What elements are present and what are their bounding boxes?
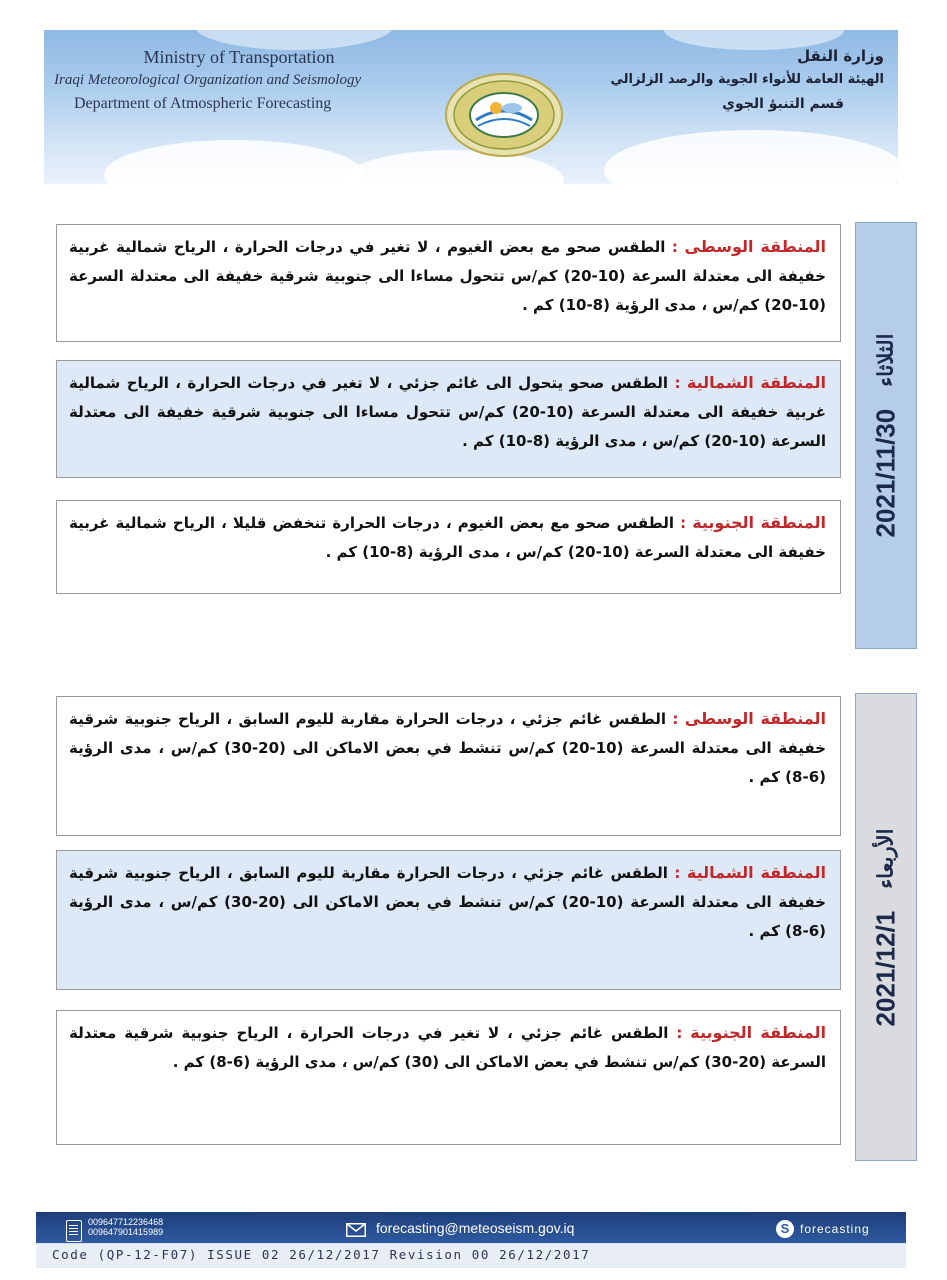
organization-name-ar: الهيئة العامة للأنواء الجوية والرصد الزلزالي <box>610 72 884 87</box>
ministry-name-ar: وزارة النقل <box>797 47 884 65</box>
forecast-text: الطقس غائم جزئي ، لا تغير في درجات الحرارة ، الرياح جنوبية شرقية معتدلة السرعة (20-30) كم/س تنشط في بعض الاماكن الى (30) كم/س ، مدى الرؤية (6-8) كم . <box>69 1024 826 1071</box>
day-2-southern-region-forecast: المنطقة الجنوبية : الطقس غائم جزئي ، لا تغير في درجات الحرارة ، الرياح جنوبية شرقية معتدلة السرعة (20-30) كم/س تنشط في بعض الاماكن الى (30) كم/س ، مدى الرؤية (6-8) كم . <box>56 1010 841 1145</box>
day-1-date: 2021/11/30 <box>870 408 901 538</box>
document-code-line: Code (QP-12-F07) ISSUE 02 26/12/2017 Revision 00 26/12/2017 <box>52 1247 591 1262</box>
day-1-weekday: الثلاثاء <box>874 333 898 387</box>
email-address[interactable]: forecasting@meteoseism.gov.iq <box>376 1220 575 1236</box>
day-1-central-region-forecast: المنطقة الوسطى : الطقس صحو مع بعض الغيوم ، لا تغير في درجات الحرارة ، الرياح شمالية غربية خفيفة الى معتدلة السرعة (10-20) كم/س تتحول مساءا الى جنوبية شرقية خفيفة الى معتدلة السرعة (10-20) كم/س ، مدى الرؤية (8-10) كم . <box>56 224 841 342</box>
organization-seal-icon <box>444 72 564 158</box>
phone-icon <box>66 1220 82 1242</box>
arabic-letterhead <box>584 44 884 116</box>
letterhead-banner <box>44 30 898 184</box>
contact-footer <box>36 1212 906 1268</box>
organization-name-en: Iraqi Meteorological Organization and Seismology <box>54 72 362 88</box>
day-1-date-bar <box>855 222 917 649</box>
region-name: المنطقة الوسطى <box>684 709 826 728</box>
day-2-date-bar <box>855 693 917 1161</box>
department-name-en: Department of Atmospheric Forecasting <box>74 95 332 112</box>
forecast-text: الطقس غائم جزئي ، درجات الحرارة مقاربة لليوم السابق ، الرياح جنوبية شرقية خفيفة الى معتدلة السرعة (10-20) كم/س تنشط في بعض الاماكن الى (20-30) كم/س ، مدى الرؤية (6-8) كم . <box>69 710 826 786</box>
mail-icon <box>346 1223 366 1237</box>
region-name: المنطقة الجنوبية <box>690 1023 826 1042</box>
forecast-text: الطقس صحو مع بعض الغيوم ، لا تغير في درجات الحرارة ، الرياح شمالية غربية خفيفة الى معتدلة السرعة (10-20) كم/س تتحول مساءا الى جنوبية شرقية خفيفة الى معتدلة السرعة (10-20) كم/س ، مدى الرؤية (8-10) كم . <box>69 238 826 314</box>
day-2-central-region-forecast: المنطقة الوسطى : الطقس غائم جزئي ، درجات الحرارة مقاربة لليوم السابق ، الرياح جنوبية شرقية خفيفة الى معتدلة السرعة (10-20) كم/س تنشط في بعض الاماكن الى (20-30) كم/س ، مدى الرؤية (6-8) كم . <box>56 696 841 836</box>
ministry-name-en: Ministry of Transportation <box>143 47 335 67</box>
skype-handle: forecasting <box>800 1222 870 1236</box>
day-2-date: 2021/12/1 <box>870 910 901 1026</box>
english-letterhead <box>54 46 384 115</box>
phone-number-2: 009647901415989 <box>88 1227 164 1237</box>
day-1-southern-region-forecast: المنطقة الجنوبية : الطقس صحو مع بعض الغيوم ، درجات الحرارة تنخفض قليلا ، الرياح شمالية غربية خفيفة الى معتدلة السرعة (10-20) كم/س ، مدى الرؤية (8-10) كم . <box>56 500 841 594</box>
region-name: المنطقة الشمالية <box>686 863 826 882</box>
day-2-northern-region-forecast: المنطقة الشمالية : الطقس غائم جزئي ، درجات الحرارة مقاربة لليوم السابق ، الرياح جنوبية شرقية خفيفة الى معتدلة السرعة (10-20) كم/س تنشط في بعض الاماكن الى (20-30) كم/س ، مدى الرؤية (6-8) كم . <box>56 850 841 990</box>
phone-numbers <box>88 1217 163 1237</box>
forecast-text: الطقس صحو يتحول الى غائم جزئي ، لا تغير في درجات الحرارة ، الرياح شمالية غربية خفيفة الى معتدلة السرعة (10-20) كم/س تتحول مساءا الى جنوبية شرقية خفيفة الى معتدلة السرعة (10-20) كم/س ، مدى الرؤية (8-10) كم . <box>69 374 827 450</box>
day-2-weekday: الأربعاء <box>874 828 898 889</box>
phone-number-1: 009647712236468 <box>88 1217 164 1227</box>
forecast-text: الطقس صحو مع بعض الغيوم ، درجات الحرارة تنخفض قليلا ، الرياح شمالية غربية خفيفة الى معتدلة السرعة (10-20) كم/س ، مدى الرؤية (8-10) كم . <box>69 514 826 561</box>
day-1-northern-region-forecast: المنطقة الشمالية : الطقس صحو يتحول الى غائم جزئي ، لا تغير في درجات الحرارة ، الرياح شمالية غربية خفيفة الى معتدلة السرعة (10-20) كم/س تتحول مساءا الى جنوبية شرقية خفيفة الى معتدلة السرعة (10-20) كم/س ، مدى الرؤية (8-10) كم . <box>56 360 841 478</box>
skype-icon: S <box>776 1220 794 1238</box>
region-name: المنطقة الجنوبية <box>692 513 827 532</box>
department-name-ar: قسم التنبؤ الجوي <box>722 96 844 112</box>
region-name: المنطقة الوسطى <box>684 237 826 256</box>
forecast-text: الطقس غائم جزئي ، درجات الحرارة مقاربة لليوم السابق ، الرياح جنوبية شرقية خفيفة الى معتدلة السرعة (10-20) كم/س تنشط في بعض الاماكن الى (20-30) كم/س ، مدى الرؤية (6-8) كم . <box>69 864 826 940</box>
region-name: المنطقة الشمالية <box>686 373 826 392</box>
